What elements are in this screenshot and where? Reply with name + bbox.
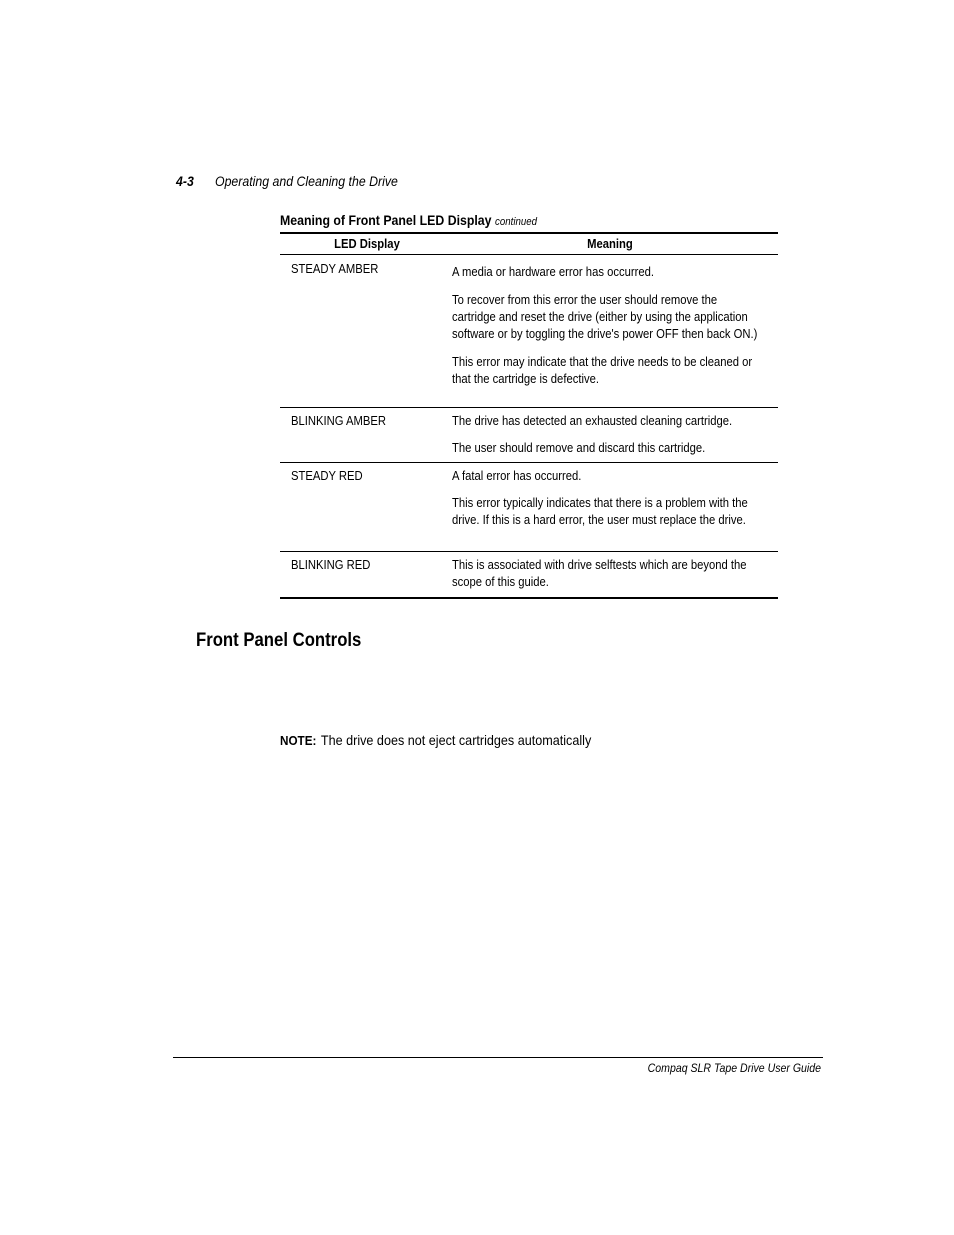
table-caption-continued: continued (495, 216, 538, 228)
table-row (280, 463, 778, 551)
meaning-cell (452, 557, 763, 591)
meaning-paragraph: This error typically indicates that there is a problem with the drive. If this is a hard error, the user must replace the drive. (452, 496, 748, 527)
table-caption-title: Meaning of Front Panel LED Display (280, 212, 492, 228)
meaning-paragraph: The user should remove and discard this cartridge. (452, 441, 706, 455)
footer-text: Compaq SLR Tape Drive User Guide (647, 1061, 821, 1075)
meaning-cell (452, 413, 763, 457)
table-row (280, 408, 778, 462)
column-header-meaning: Meaning (587, 237, 633, 251)
meaning-paragraph: This error may indicate that the drive needs to be cleaned or that the cartridge is defective. (452, 355, 753, 386)
note (280, 732, 591, 750)
table-bottom-rule (280, 597, 778, 599)
led-meaning-table (280, 232, 778, 599)
meaning-paragraph: A fatal error has occurred. (452, 469, 582, 483)
note-text: The drive does not eject cartridges automatically (320, 732, 592, 748)
chapter-title: Operating and Cleaning the Drive (215, 173, 398, 189)
meaning-paragraph: This is associated with drive selftests which are beyond the scope of this guide. (452, 558, 747, 589)
note-label: NOTE: (280, 733, 317, 748)
table-header-row (280, 234, 778, 254)
meaning-paragraph: To recover from this error the user should remove the cartridge and reset the drive (either by using the application software or by toggling the drive's power OFF then back ON.) (452, 293, 758, 341)
table-row (280, 255, 778, 407)
meaning-cell (452, 264, 763, 388)
page-number: 4-3 (176, 173, 194, 189)
led-state-cell: BLINKING AMBER (291, 414, 387, 428)
meaning-paragraph: The drive has detected an exhausted cleaning cartridge. (452, 414, 733, 428)
led-state-cell: STEADY RED (291, 469, 363, 483)
column-header-led-display: LED Display (334, 237, 400, 251)
section-heading: Front Panel Controls (196, 630, 362, 651)
led-state-cell: BLINKING RED (291, 558, 371, 572)
led-state-cell: STEADY AMBER (291, 262, 379, 276)
meaning-paragraph: A media or hardware error has occurred. (452, 265, 654, 279)
meaning-cell (452, 468, 763, 529)
table-row (280, 552, 778, 597)
footer-rule (173, 1057, 823, 1058)
table-caption (280, 212, 537, 230)
